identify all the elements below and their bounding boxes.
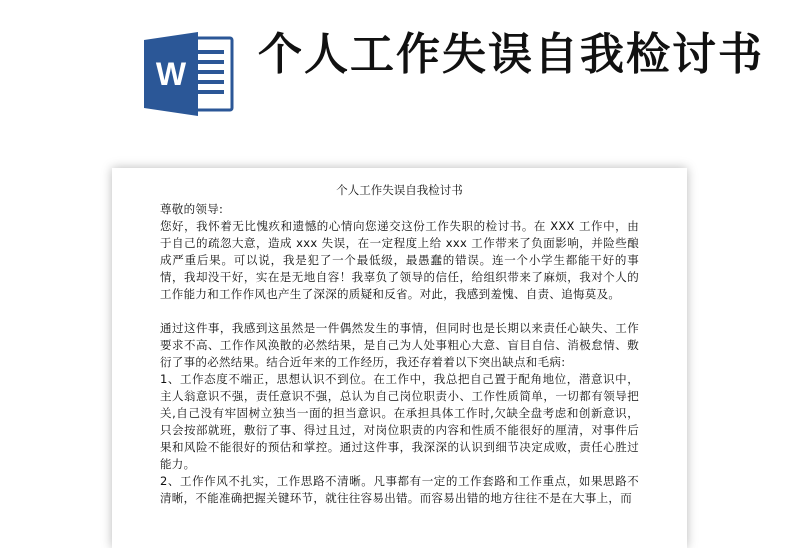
document-page bbox=[112, 168, 687, 548]
paragraph-gap bbox=[160, 303, 639, 320]
word-icon bbox=[140, 30, 236, 118]
paragraph-4: 2、工作作风不扎实，工作思路不清晰。凡事都有一定的工作套路和工作重点，如果思路不清晰，不能准确把握关键环节，就往往容易出错。而容易出错的地方往往不是在大事上，而 bbox=[160, 474, 639, 505]
paragraph-3: 1、工作态度不端正，思想认识不到位。在工作中，我总把自己置于配角地位，潜意识中，主人翁意识不强，责任意识不强，总认为自己岗位职责小、工作性质简单，一切都有领导把关,自己没有牢固树立独当一面的担当意识。在承担具体工作时,欠缺全盘考虑和创新意识，只会按部就班，敷衍了事、得过且过，对岗位职责的内容和性质不能很好的厘清，对事件后果和风险不能很好的预估和掌控。通过这件事，我深深的认识到细节决定成败，责任心胜过能力。 bbox=[160, 372, 639, 471]
page-title: 个人工作失误自我检讨书 bbox=[258, 29, 764, 80]
document-title: 个人工作失误自我检讨书 bbox=[336, 183, 463, 197]
word-letter: W bbox=[155, 56, 187, 92]
paragraph-2: 通过这件事，我感到这虽然是一件偶然发生的事情，但同时也是长期以来责任心缺失、工作要求不高、工作作风涣散的必然结果，是自己为人处事粗心大意、盲目自信、消极怠情、敷衍了事的必然结果。结合近年来的工作经历，我还存着着以下突出缺点和毛病: bbox=[160, 321, 639, 369]
salutation: 尊敬的领导: bbox=[160, 202, 224, 216]
paragraph-1: 您好，我怀着无比愧疚和遗憾的心情向您递交这份工作失职的检讨书。在 XXX 工作中，由于自己的疏忽大意，造成 xxx 失误，在一定程度上给 xxx 工作带来了负面影响，并险些酿成严重后果。可以说，我是犯了一个最低级，最愚蠢的错误。连一个小学生都能干好的事情，我却没干好，实在是无地自容！我辜负了领导的信任，给组织带来了麻烦，我对个人的工作能力和工作作风也产生了深深的质疑和反省。对此，我感到羞愧、自责、追悔莫及。 bbox=[160, 219, 639, 301]
